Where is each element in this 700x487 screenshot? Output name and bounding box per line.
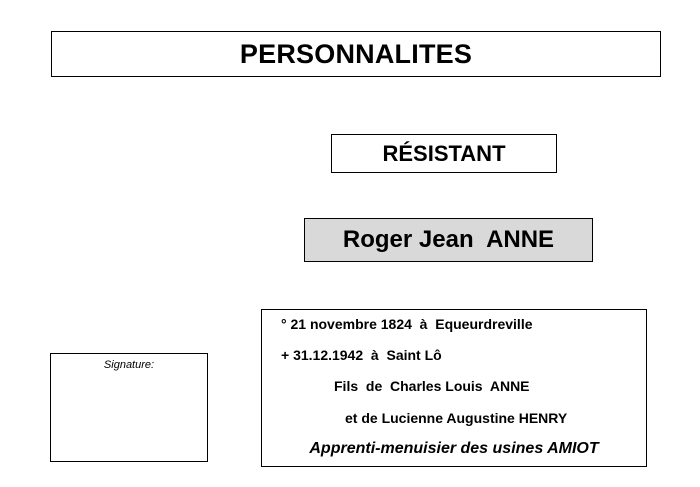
role-box: [331, 134, 557, 173]
biography-box: [261, 309, 647, 467]
father-line: Fils de Charles Louis ANNE: [334, 378, 530, 394]
person-name: Roger Jean ANNE: [342, 226, 555, 253]
person-name-box: [304, 218, 593, 262]
page-title: PERSONNALITES: [239, 38, 473, 69]
page-title-box: [51, 31, 661, 77]
signature-box: [50, 353, 208, 462]
signature-label: Signature:: [103, 359, 155, 371]
mother-line: et de Lucienne Augustine HENRY: [345, 410, 568, 426]
birth-line: ° 21 novembre 1824 à Equeurdreville: [281, 316, 533, 332]
role-label: RÉSISTANT: [382, 140, 506, 166]
death-line: + 31.12.1942 à Saint Lô: [281, 347, 442, 363]
occupation-line: Apprenti-menuisier des usines AMIOT: [309, 440, 599, 457]
